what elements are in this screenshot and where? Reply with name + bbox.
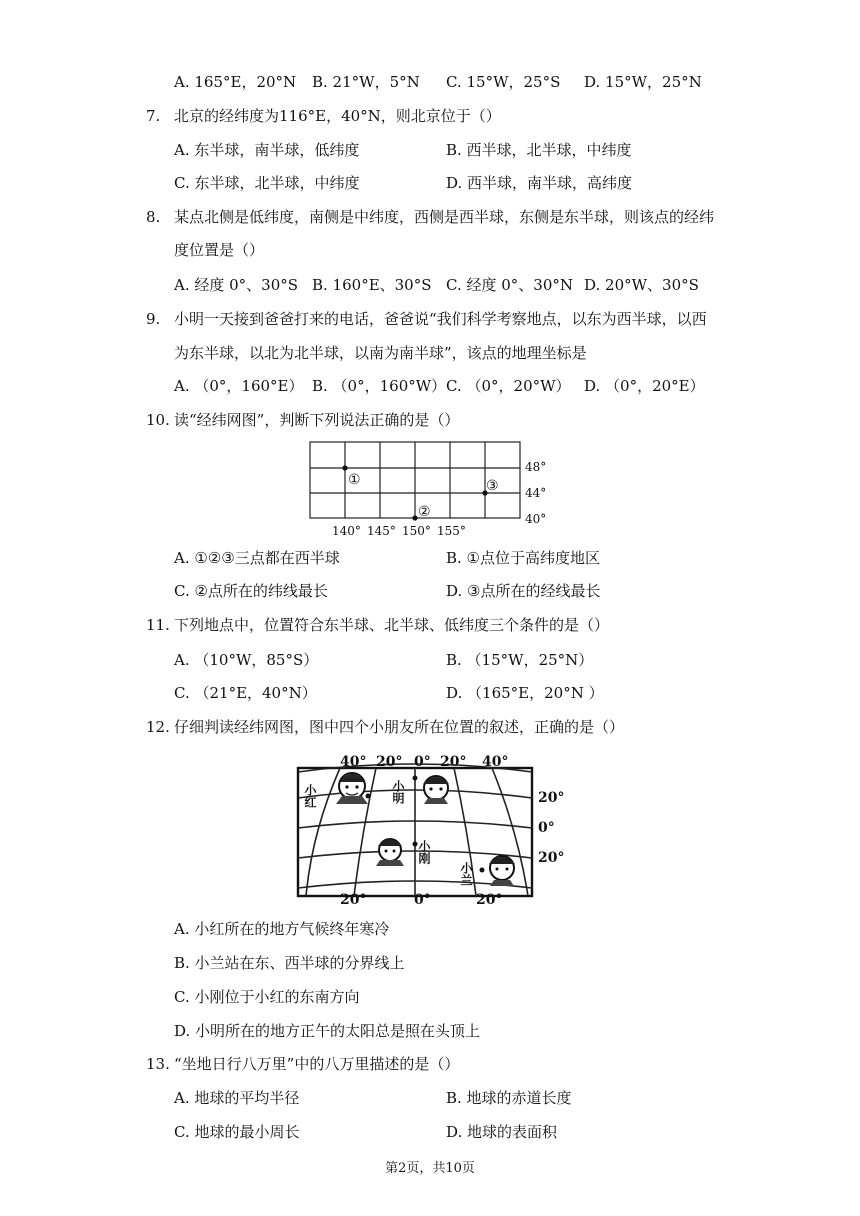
q10-stem: 读“经纬网图”，判断下列说法正确的是（） bbox=[174, 411, 460, 429]
q10-option-c: C. ②点所在的纬线最长 bbox=[174, 582, 328, 600]
q10-lat-label-44: 44° bbox=[525, 486, 547, 500]
q11-option-a: A. （10°W，85°S） bbox=[174, 651, 319, 669]
q9-number: 9. bbox=[146, 310, 161, 328]
q12-top-lon-label-40w: 40° bbox=[340, 754, 367, 770]
q11-stem: 下列地点中，位置符合东半球、北半球、低纬度三个条件的是（） bbox=[174, 616, 610, 634]
q6-option-b: B. 21°W，5°N bbox=[312, 73, 420, 91]
q12-option-d: D. 小明所在的地方正午的太阳总是照在头顶上 bbox=[174, 1022, 481, 1040]
q12-number: 12. bbox=[146, 718, 170, 736]
q10-option-a: A. ①②③三点都在西半球 bbox=[174, 549, 340, 567]
q12-name-xiaogang: 小刚 bbox=[417, 840, 431, 864]
q7-option-c: C. 东半球，北半球，中纬度 bbox=[174, 174, 360, 192]
q12-top-lon-label-0: 0° bbox=[414, 754, 431, 770]
q9-option-c: C. （0°，20°W） bbox=[446, 377, 571, 395]
q11-option-d: D. （165°E，20°N ） bbox=[446, 684, 604, 702]
q6-option-d: D. 15°W，25°N bbox=[584, 73, 702, 91]
q11-option-b: B. （15°W，25°N） bbox=[446, 651, 594, 669]
q12-stem: 仔细判读经纬网图，图中四个小朋友所在位置的叙述，正确的是（） bbox=[174, 718, 625, 736]
q12-name-xiaolan: 小兰 bbox=[459, 862, 473, 886]
q13-option-a: A. 地球的平均半径 bbox=[174, 1089, 300, 1107]
q12-bottom-lon-label-20w: 20° bbox=[340, 892, 367, 904]
q12-lat-label-0: 0° bbox=[538, 820, 555, 836]
q9-option-a: A. （0°，160°E） bbox=[174, 377, 304, 395]
q13-option-c: C. 地球的最小周长 bbox=[174, 1123, 300, 1141]
q8-option-c: C. 经度 0°、30°N bbox=[446, 276, 574, 294]
q9-stem-line1: 小明一天接到爸爸打来的电话，爸爸说“我们科学考察地点，以东为西半球，以西 bbox=[174, 310, 707, 328]
q12-bottom-lon-label-20e: 20° bbox=[476, 892, 503, 904]
q10-lon-label-150: 150° bbox=[402, 524, 431, 538]
q8-stem-line2: 度位置是（） bbox=[174, 241, 265, 259]
q13-option-d: D. 地球的表面积 bbox=[446, 1123, 558, 1141]
q12-top-lon-label-20e: 20° bbox=[440, 754, 467, 770]
page-footer: 第2页，共10页 bbox=[385, 1161, 475, 1176]
q12-name-xiaoming: 小明 bbox=[391, 780, 405, 804]
q10-lon-label-155: 155° bbox=[437, 524, 466, 538]
q8-option-d: D. 20°W、30°S bbox=[584, 276, 699, 294]
q8-stem-line1: 某点北侧是低纬度，南侧是中纬度，西侧是西半球，东侧是东半球，则该点的经纬 bbox=[174, 208, 715, 226]
q11-number: 11. bbox=[146, 616, 170, 634]
q7-option-d: D. 西半球，南半球，高纬度 bbox=[446, 174, 633, 192]
q7-option-b: B. 西半球，北半球，中纬度 bbox=[446, 141, 632, 159]
q10-point-1 bbox=[342, 465, 347, 470]
q8-number: 8. bbox=[146, 208, 161, 226]
q13-option-b: B. 地球的赤道长度 bbox=[446, 1089, 572, 1107]
q7-stem: 北京的经纬度为116°E，40°N，则北京位于（） bbox=[174, 107, 501, 125]
q12-option-b: B. 小兰站在东、西半球的分界线上 bbox=[174, 954, 405, 972]
q10-point-label-1: ① bbox=[348, 472, 361, 488]
q9-option-b: B. （0°，160°W） bbox=[312, 377, 447, 395]
q9-stem-line2: 为东半球，以北为北半球，以南为南半球”，该点的地理坐标是 bbox=[174, 344, 587, 362]
q6-option-c: C. 15°W，25°S bbox=[446, 73, 561, 91]
q10-lon-label-140: 140° bbox=[332, 524, 361, 538]
q12-xiaohong-figure bbox=[303, 773, 371, 808]
q8-option-a: A. 经度 0°、30°S bbox=[174, 276, 299, 294]
q8-option-b: B. 160°E、30°S bbox=[312, 276, 432, 294]
q12-lat-label-20n: 20° bbox=[538, 790, 565, 806]
q10-lat-label-48: 48° bbox=[525, 460, 547, 474]
q9-option-d: D. （0°，20°E） bbox=[584, 377, 705, 395]
q12-graticule-figure bbox=[296, 752, 576, 904]
q11-option-c: C. （21°E，40°N） bbox=[174, 684, 317, 702]
q12-xiaogang-figure bbox=[376, 839, 431, 866]
q10-lat-lon-grid-figure bbox=[300, 436, 560, 540]
q6-option-a: A. 165°E，20°N bbox=[174, 73, 297, 91]
q10-point-label-2: ② bbox=[418, 504, 431, 520]
q10-lon-label-145: 145° bbox=[367, 524, 396, 538]
q7-number: 7. bbox=[146, 107, 161, 125]
q10-lat-label-40: 40° bbox=[525, 512, 547, 526]
q10-option-d: D. ③点所在的经线最长 bbox=[446, 582, 601, 600]
q12-lat-label-20s: 20° bbox=[538, 850, 565, 866]
q12-option-a: A. 小红所在的地方气候终年寒冷 bbox=[174, 920, 390, 938]
q12-option-c: C. 小刚位于小红的东南方向 bbox=[174, 988, 360, 1006]
q7-option-a: A. 东半球，南半球，低纬度 bbox=[174, 141, 360, 159]
q12-top-lon-label-20w: 20° bbox=[376, 754, 403, 770]
q12-bottom-lon-label-0: 0° bbox=[414, 892, 431, 904]
q12-name-xiaohong: 小红 bbox=[303, 784, 317, 808]
q12-xiaolan-figure bbox=[459, 856, 515, 886]
q10-point-2 bbox=[412, 515, 417, 520]
q10-point-label-3: ③ bbox=[486, 478, 499, 494]
q12-top-lon-label-40e: 40° bbox=[482, 754, 509, 770]
q10-option-b: B. ①点位于高纬度地区 bbox=[446, 549, 601, 567]
q13-number: 13. bbox=[146, 1055, 170, 1073]
q13-stem: “坐地日行八万里”中的八万里描述的是（） bbox=[174, 1055, 460, 1073]
q10-number: 10. bbox=[146, 411, 170, 429]
